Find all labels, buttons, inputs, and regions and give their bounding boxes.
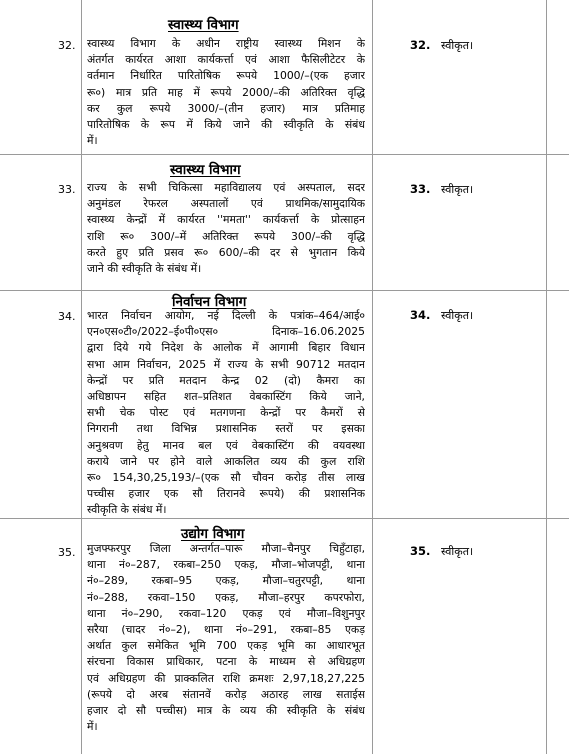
description-line: नं०–289, रकबा–95 एकड़, मौजा–चतुरपट्टी, थाना: [87, 574, 365, 588]
item-description: [87, 541, 365, 735]
department-heading: स्वास्थ्य विभाग: [170, 162, 241, 178]
description-line: केन्द्रों पर प्रति मतदान केन्द्र 02 (दो) कैमरा का: [87, 373, 365, 387]
item-description: [87, 36, 365, 149]
decision-status: स्वीकृत।: [441, 545, 474, 558]
description-line: करते हुए प्रति प्रसव रू० 600/–की दर से भुगतान किये: [87, 245, 365, 259]
decision-number: 34.: [410, 308, 431, 322]
description-line: (रूपये दो अरब संतानवें करोड़ अठारह लाख सताईस: [87, 687, 365, 701]
description-line: स्वास्थ्य विभाग के अधीन राष्ट्रीय स्वास्थ्य मिशन के: [87, 37, 365, 50]
description-line: भारत निर्वाचन आयोग, नई दिल्ली के पत्रांक–464/आई०: [87, 309, 365, 322]
decision-status: स्वीकृत।: [441, 183, 474, 196]
description-line: पच्चीस हजार एक सौ तिरानवे रूपये) की प्रशासनिक: [87, 487, 365, 501]
item-number: 32.: [58, 39, 76, 52]
description-line: एवं अधिग्रहण की प्राक्कलित राशि क्रमशः 2,97,18,27,225: [87, 671, 365, 685]
description-line: अधिष्ठापन सहित शत–प्रतिशत वेबकास्टिंग किये जाने,: [87, 389, 365, 403]
description-line: द्वारा दिये गये निदेश के आलोक में आगामी बिहार विधान: [87, 341, 365, 355]
description-line: वर्तमान निर्धारित पारितोषिक रूपये 1000/–(एक हजार: [87, 69, 365, 83]
description-line: एन०एस०टी०/2022–ई०पी०एस० दिनाक–16.06.2025: [87, 325, 365, 339]
description-line: सभी चेक पोस्ट एवं मतगणना केन्द्रों पर कैमरों से: [87, 406, 365, 420]
item-description: [87, 180, 365, 277]
description-line: संरचना विकास प्राधिकार, पटना के माध्यम से अधिग्रहण: [87, 655, 365, 669]
decision-number: 32.: [410, 38, 431, 52]
description-line: हजार दो सौ पच्चीस) मात्र के व्यय की स्वीकृति के संबंध: [87, 703, 365, 717]
description-line: रू०) मात्र प्रति माह में रूपये 2000/–की अतिरिक्त वृद्धि: [87, 85, 365, 99]
description-line: मुजफ्फरपुर जिला अन्तर्गत–पारू मौजा–चैनपुर चिहुँटाहा,: [87, 542, 365, 555]
description-line: कर कुल रूपये 3000/–(तीन हजार) मात्र प्रतिमाह: [87, 101, 365, 115]
description-line: कराये जाने पर होने वाले आकलित व्यय की कुल राशि: [87, 454, 365, 468]
item-description: [87, 308, 365, 518]
description-line: अर्थात कुल समेकित भूमि 700 एकड़ भूमि का आधारभूत: [87, 639, 365, 653]
description-line: निगरानी तथा विभिन्न प्रशासनिक स्तरों पर इसका: [87, 422, 365, 436]
item-number: 35.: [58, 546, 76, 559]
description-line: थाना नं०–287, रकबा–250 एकड़, मौजा–भोजपट्टी, थाना: [87, 558, 365, 572]
description-line: पारितोषिक के रूप में किये जाने की स्वीकृति के संबंध: [87, 117, 365, 131]
description-line: अनुमंडल रेफरल अस्पतालों एवं प्राथमिक/सामुदायिक: [87, 197, 365, 211]
item-number: 33.: [58, 183, 76, 196]
description-line: में।: [87, 720, 98, 734]
description-line: थाना नं०–290, रकवा–120 एकड़ एवं मौजा–विशुनपुर: [87, 606, 365, 620]
department-heading: निर्वाचन विभाग: [172, 294, 247, 310]
department-heading: उद्योग विभाग: [181, 526, 245, 542]
row-divider: [0, 154, 569, 155]
decision-number: 35.: [410, 544, 431, 558]
description-line: अनुश्रवण हेतु मानव बल एवं वेबकास्टिंग की वयवस्था: [87, 438, 365, 452]
description-line: अंतर्गत कार्यरत आशा कार्यकर्त्ता एवं आशा फैसिलीटेटर के: [87, 53, 365, 67]
description-line: स्वीकृति के संबंध में।: [87, 503, 167, 517]
description-line: नं०–288, रकवा–150 एकड़, मौजा–हरपुर कपरफोरा,: [87, 590, 365, 604]
decision-status: स्वीकृत।: [441, 309, 474, 322]
decision-status: स्वीकृत।: [441, 39, 474, 52]
column-divider-left: [81, 0, 82, 754]
description-line: स्वास्थ्य केन्द्रों में कार्यरत ''ममता'' कार्यकर्त्ता के प्रोत्साहन: [87, 213, 365, 227]
description-line: में।: [87, 134, 98, 148]
item-number: 34.: [58, 310, 76, 323]
description-line: जाने की स्वीकृति के संबंध में।: [87, 261, 202, 275]
column-divider-right: [546, 0, 547, 754]
department-heading: स्वास्थ्य विभाग: [168, 17, 239, 33]
description-line: सरैया (चादर नं०–2), थाना नं०–291, रकबा–85 एकड़: [87, 622, 365, 636]
decision-number: 33.: [410, 182, 431, 196]
row-divider: [0, 290, 569, 291]
description-line: राज्य के सभी चिकित्सा महाविद्यालय एवं अस्पताल, सदर: [87, 181, 365, 194]
description-line: राशि रू० 300/–में अतिरिक्त रूपये 300/–की वृद्धि: [87, 229, 365, 243]
column-divider-middle: [372, 0, 373, 754]
description-line: सभा आम निर्वाचन, 2025 में राज्य के सभी 90712 मतदान: [87, 357, 365, 371]
description-line: रू० 154,30,25,193/–(एक सौ चौवन करोड़ तीस लाख: [87, 470, 365, 484]
